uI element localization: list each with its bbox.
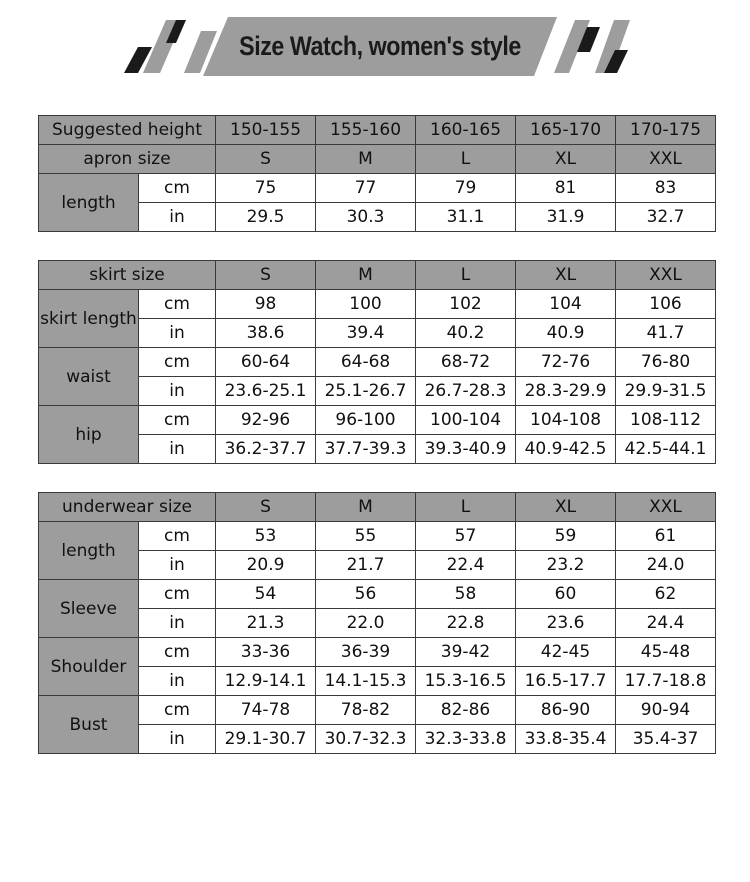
table-cell: 62 (616, 580, 716, 609)
table-cell: 26.7-28.3 (416, 377, 516, 406)
table-cell: 41.7 (616, 319, 716, 348)
table-row (39, 667, 716, 696)
unit-label: in (139, 551, 216, 580)
size-header-row (39, 493, 716, 522)
measure-label: length (39, 522, 139, 580)
table-cell: 24.4 (616, 609, 716, 638)
size-header: XL (516, 145, 616, 174)
table-cell: 36.2-37.7 (216, 435, 316, 464)
table-cell: 100 (316, 290, 416, 319)
table-cell: 79 (416, 174, 516, 203)
measure-label: Shoulder (39, 638, 139, 696)
table-cell: 68-72 (416, 348, 516, 377)
height-value: 150-155 (216, 116, 316, 145)
table-cell: 25.1-26.7 (316, 377, 416, 406)
size-header: XXL (616, 261, 716, 290)
table-cell: 106 (616, 290, 716, 319)
table-row (39, 319, 716, 348)
size-header: M (316, 145, 416, 174)
height-row (39, 116, 716, 145)
table-cell: 64-68 (316, 348, 416, 377)
table-cell: 24.0 (616, 551, 716, 580)
unit-label: in (139, 319, 216, 348)
table-cell: 56 (316, 580, 416, 609)
underwear-size-table (38, 492, 716, 754)
size-header-row (39, 261, 716, 290)
table-cell: 108-112 (616, 406, 716, 435)
table-cell: 23.2 (516, 551, 616, 580)
size-label: underwear size (39, 493, 216, 522)
table-cell: 53 (216, 522, 316, 551)
unit-label: cm (139, 290, 216, 319)
table-row (39, 290, 716, 319)
table-cell: 60 (516, 580, 616, 609)
table-cell: 39.4 (316, 319, 416, 348)
table-cell: 12.9-14.1 (216, 667, 316, 696)
table-cell: 40.9-42.5 (516, 435, 616, 464)
table-cell: 22.0 (316, 609, 416, 638)
table-row (39, 696, 716, 725)
unit-label: in (139, 203, 216, 232)
table-cell: 33.8-35.4 (516, 725, 616, 754)
size-header: L (416, 493, 516, 522)
measure-label: skirt length (39, 290, 139, 348)
table-cell: 81 (516, 174, 616, 203)
unit-label: cm (139, 348, 216, 377)
table-cell: 76-80 (616, 348, 716, 377)
size-header: S (216, 145, 316, 174)
unit-label: in (139, 725, 216, 754)
table-cell: 82-86 (416, 696, 516, 725)
table-cell: 74-78 (216, 696, 316, 725)
height-label: Suggested height (39, 116, 216, 145)
apron-size-table (38, 115, 716, 232)
table-cell: 32.3-33.8 (416, 725, 516, 754)
unit-label: cm (139, 580, 216, 609)
table-row (39, 203, 716, 232)
size-header-row (39, 145, 716, 174)
height-value: 170-175 (616, 116, 716, 145)
table-cell: 39.3-40.9 (416, 435, 516, 464)
table-cell: 40.2 (416, 319, 516, 348)
table-row (39, 551, 716, 580)
table-cell: 31.1 (416, 203, 516, 232)
table-cell: 57 (416, 522, 516, 551)
table-cell: 38.6 (216, 319, 316, 348)
skirt-size-table (38, 260, 716, 464)
table-cell: 59 (516, 522, 616, 551)
table-cell: 55 (316, 522, 416, 551)
table-cell: 90-94 (616, 696, 716, 725)
table-cell: 42-45 (516, 638, 616, 667)
unit-label: cm (139, 406, 216, 435)
table-cell: 102 (416, 290, 516, 319)
table-cell: 78-82 (316, 696, 416, 725)
unit-label: in (139, 435, 216, 464)
size-header: M (316, 261, 416, 290)
table-cell: 29.1-30.7 (216, 725, 316, 754)
unit-label: cm (139, 638, 216, 667)
table-cell: 14.1-15.3 (316, 667, 416, 696)
size-header: XXL (616, 145, 716, 174)
measure-label: length (39, 174, 139, 232)
size-header: L (416, 261, 516, 290)
table-cell: 29.5 (216, 203, 316, 232)
table-row (39, 348, 716, 377)
table-row (39, 580, 716, 609)
table-cell: 29.9-31.5 (616, 377, 716, 406)
table-cell: 104 (516, 290, 616, 319)
size-header: XL (516, 493, 616, 522)
unit-label: cm (139, 522, 216, 551)
table-cell: 30.7-32.3 (316, 725, 416, 754)
table-cell: 37.7-39.3 (316, 435, 416, 464)
table-row (39, 522, 716, 551)
size-header: S (216, 261, 316, 290)
table-cell: 83 (616, 174, 716, 203)
table-cell: 54 (216, 580, 316, 609)
measure-label: waist (39, 348, 139, 406)
table-row (39, 609, 716, 638)
table-row (39, 725, 716, 754)
page-title: Size Watch, women's style (239, 30, 521, 61)
table-row (39, 435, 716, 464)
size-header: S (216, 493, 316, 522)
size-label: apron size (39, 145, 216, 174)
table-cell: 33-36 (216, 638, 316, 667)
size-header: XXL (616, 493, 716, 522)
table-cell: 16.5-17.7 (516, 667, 616, 696)
table-cell: 45-48 (616, 638, 716, 667)
size-header: M (316, 493, 416, 522)
height-value: 160-165 (416, 116, 516, 145)
table-cell: 39-42 (416, 638, 516, 667)
table-cell: 98 (216, 290, 316, 319)
table-cell: 92-96 (216, 406, 316, 435)
table-cell: 75 (216, 174, 316, 203)
table-cell: 30.3 (316, 203, 416, 232)
table-cell: 23.6 (516, 609, 616, 638)
table-cell: 21.3 (216, 609, 316, 638)
table-cell: 20.9 (216, 551, 316, 580)
table-cell: 22.4 (416, 551, 516, 580)
height-value: 155-160 (316, 116, 416, 145)
table-row (39, 406, 716, 435)
table-cell: 15.3-16.5 (416, 667, 516, 696)
table-cell: 40.9 (516, 319, 616, 348)
table-cell: 31.9 (516, 203, 616, 232)
table-cell: 58 (416, 580, 516, 609)
table-cell: 17.7-18.8 (616, 667, 716, 696)
measure-label: Sleeve (39, 580, 139, 638)
unit-label: cm (139, 174, 216, 203)
table-row (39, 638, 716, 667)
table-row (39, 174, 716, 203)
table-cell: 77 (316, 174, 416, 203)
table-cell: 42.5-44.1 (616, 435, 716, 464)
height-value: 165-170 (516, 116, 616, 145)
table-cell: 36-39 (316, 638, 416, 667)
table-cell: 96-100 (316, 406, 416, 435)
table-cell: 23.6-25.1 (216, 377, 316, 406)
unit-label: in (139, 667, 216, 696)
measure-label: Bust (39, 696, 139, 754)
table-cell: 61 (616, 522, 716, 551)
size-header: L (416, 145, 516, 174)
table-cell: 86-90 (516, 696, 616, 725)
unit-label: in (139, 377, 216, 406)
size-header: XL (516, 261, 616, 290)
unit-label: cm (139, 696, 216, 725)
table-cell: 32.7 (616, 203, 716, 232)
table-cell: 22.8 (416, 609, 516, 638)
table-cell: 104-108 (516, 406, 616, 435)
table-cell: 21.7 (316, 551, 416, 580)
table-cell: 35.4-37 (616, 725, 716, 754)
size-label: skirt size (39, 261, 216, 290)
title-banner (0, 0, 750, 90)
table-cell: 60-64 (216, 348, 316, 377)
table-cell: 28.3-29.9 (516, 377, 616, 406)
table-cell: 100-104 (416, 406, 516, 435)
table-cell: 72-76 (516, 348, 616, 377)
table-row (39, 377, 716, 406)
measure-label: hip (39, 406, 139, 464)
unit-label: in (139, 609, 216, 638)
